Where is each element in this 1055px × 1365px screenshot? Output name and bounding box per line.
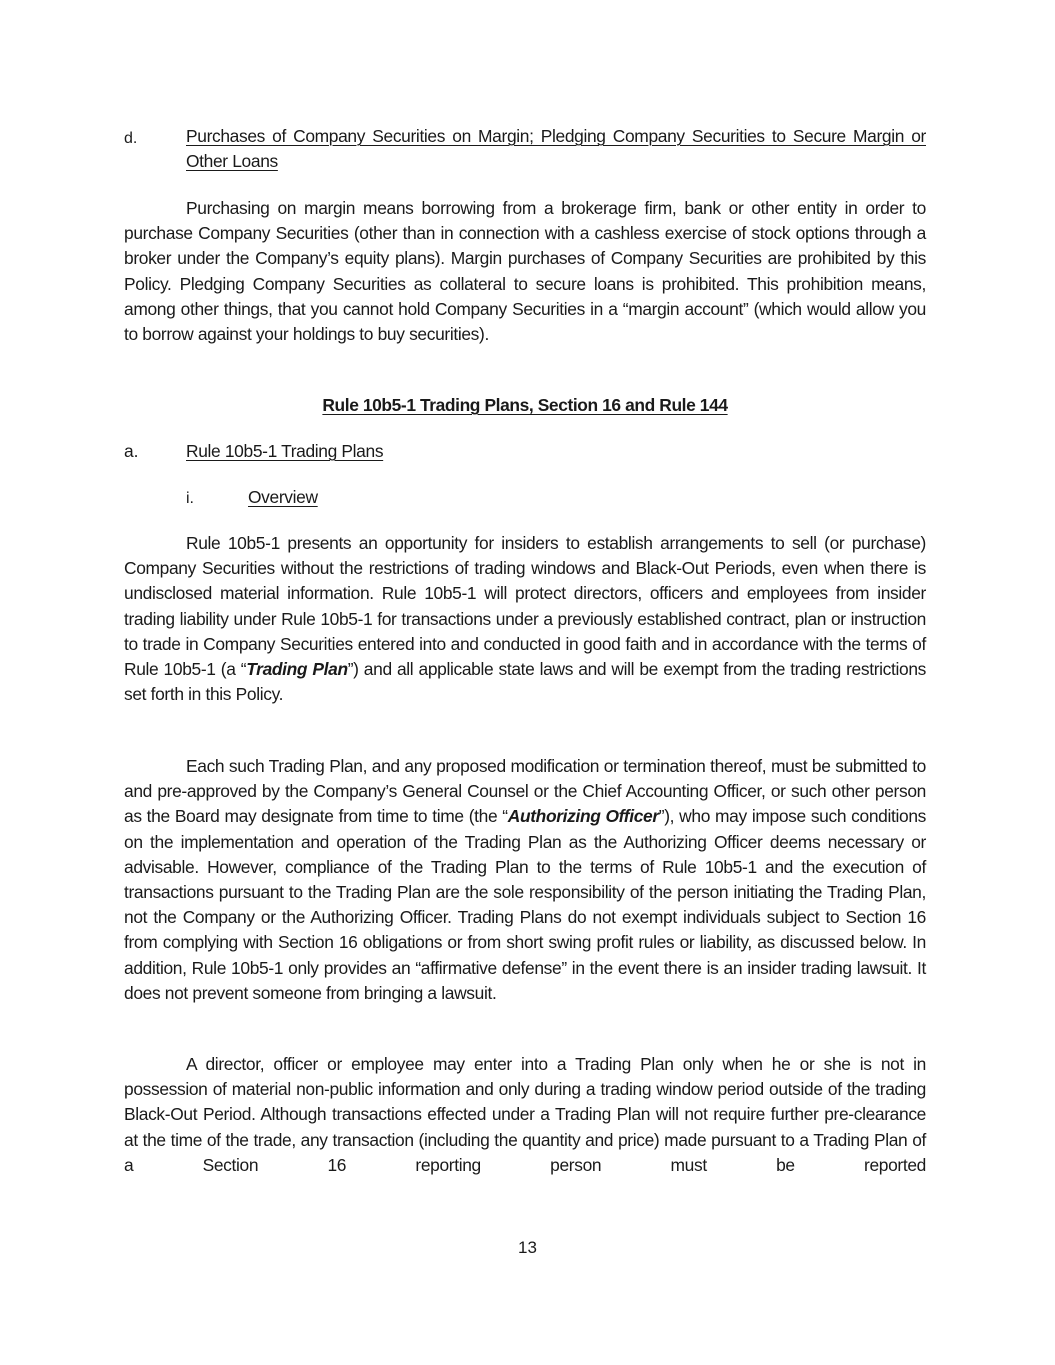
section-d-label: d. [124,130,138,147]
subsection-i-title: Overview [248,487,318,507]
margin-paragraph: Purchasing on margin means borrowing from a brokerage firm, bank or other entity in order to purchase Company Securities (other than in connection with a cashless exercise of stock options through a broker under the Company’s equity plans). Margin purchases of Company Securities are prohibited by this Policy. Pledging Company Securities as collateral to secure loans is prohibited. This prohibition means, among other things, that you cannot hold Company Securities in a “margin account” (which would allow you to borrow against your holdings to buy securities). [124,198,926,345]
section-a-title: Rule 10b5-1 Trading Plans [186,441,384,461]
paragraph-text: Each such Trading Plan, and any proposed modification or termination thereof, must be submitted to and pre-approved by the Company’s General Counsel or the Chief Accounting Officer, or such other person as the Board may designate from time to time (the “ [124,756,926,827]
overview-paragraph-2 [124,754,926,1006]
overview-paragraph-1 [124,531,926,707]
defined-term-authorizing-officer: Authorizing Officer [507,806,659,827]
paragraph-text: Rule 10b5-1 presents an opportunity for insiders to establish arrangements to sell (or purchase) Company Securities without the restrictions of trading windows and Black-Out Periods, even when there is undisclosed material information. Rule 10b5-1 will protect directors, officers and employees from insider trading liability under Rule 10b5-1 for transactions under a previously established contract, plan or instruction to trade in Company Securities entered into and conducted in good faith and in accordance with the terms of Rule 10b5-1 (a “ [124,533,926,680]
paragraph-text: ”) and all applicable state laws and will be exempt from the trading restrictions set forth in this Policy. [124,659,926,705]
defined-term-trading-plan: Trading Plan [246,659,348,680]
page-number: 13 [518,1238,537,1257]
main-heading-text: Rule 10b5-1 Trading Plans, Section 16 and Rule 144 [322,395,728,415]
main-heading [124,393,926,418]
paragraph-text: ”), who may impose such conditions on the implementation and operation of the Trading Plan as the Authorizing Officer deems necessary or advisable. However, compliance of the Trading Plan to the terms of Rule 10b5-1 and the execution of transactions pursuant to the Trading Plan are the sole responsibility of the person initiating the Trading Plan, not the Company or the Authorizing Officer. Trading Plans do not exempt individuals subject to Section 16 from complying with Section 16 obligations or from short swing profit rules or liability, as discussed below. In addition, Rule 10b5-1 only provides an “affirmative defense” in the event there is an insider trading lawsuit. It does not prevent someone from bringing a lawsuit. [124,806,926,1003]
overview-paragraph-3: A director, officer or employee may enter into a Trading Plan only when he or she is not in possession of material non-public information and only during a trading window period outside of the trading Black-Out Period. Although transactions effected under a Trading Plan will not require further pre-clearance at the time of the trade, any transaction (including the quantity and price) made pursuant to a Trading Plan of a Section 16 reporting person must be reported [124,1054,926,1175]
section-d-title: Purchases of Company Securities on Margin; Pledging Company Securities to Secure Margin or Other Loans [186,126,926,172]
section-a-label: a. [124,441,139,461]
subsection-i-label: i. [186,490,194,507]
